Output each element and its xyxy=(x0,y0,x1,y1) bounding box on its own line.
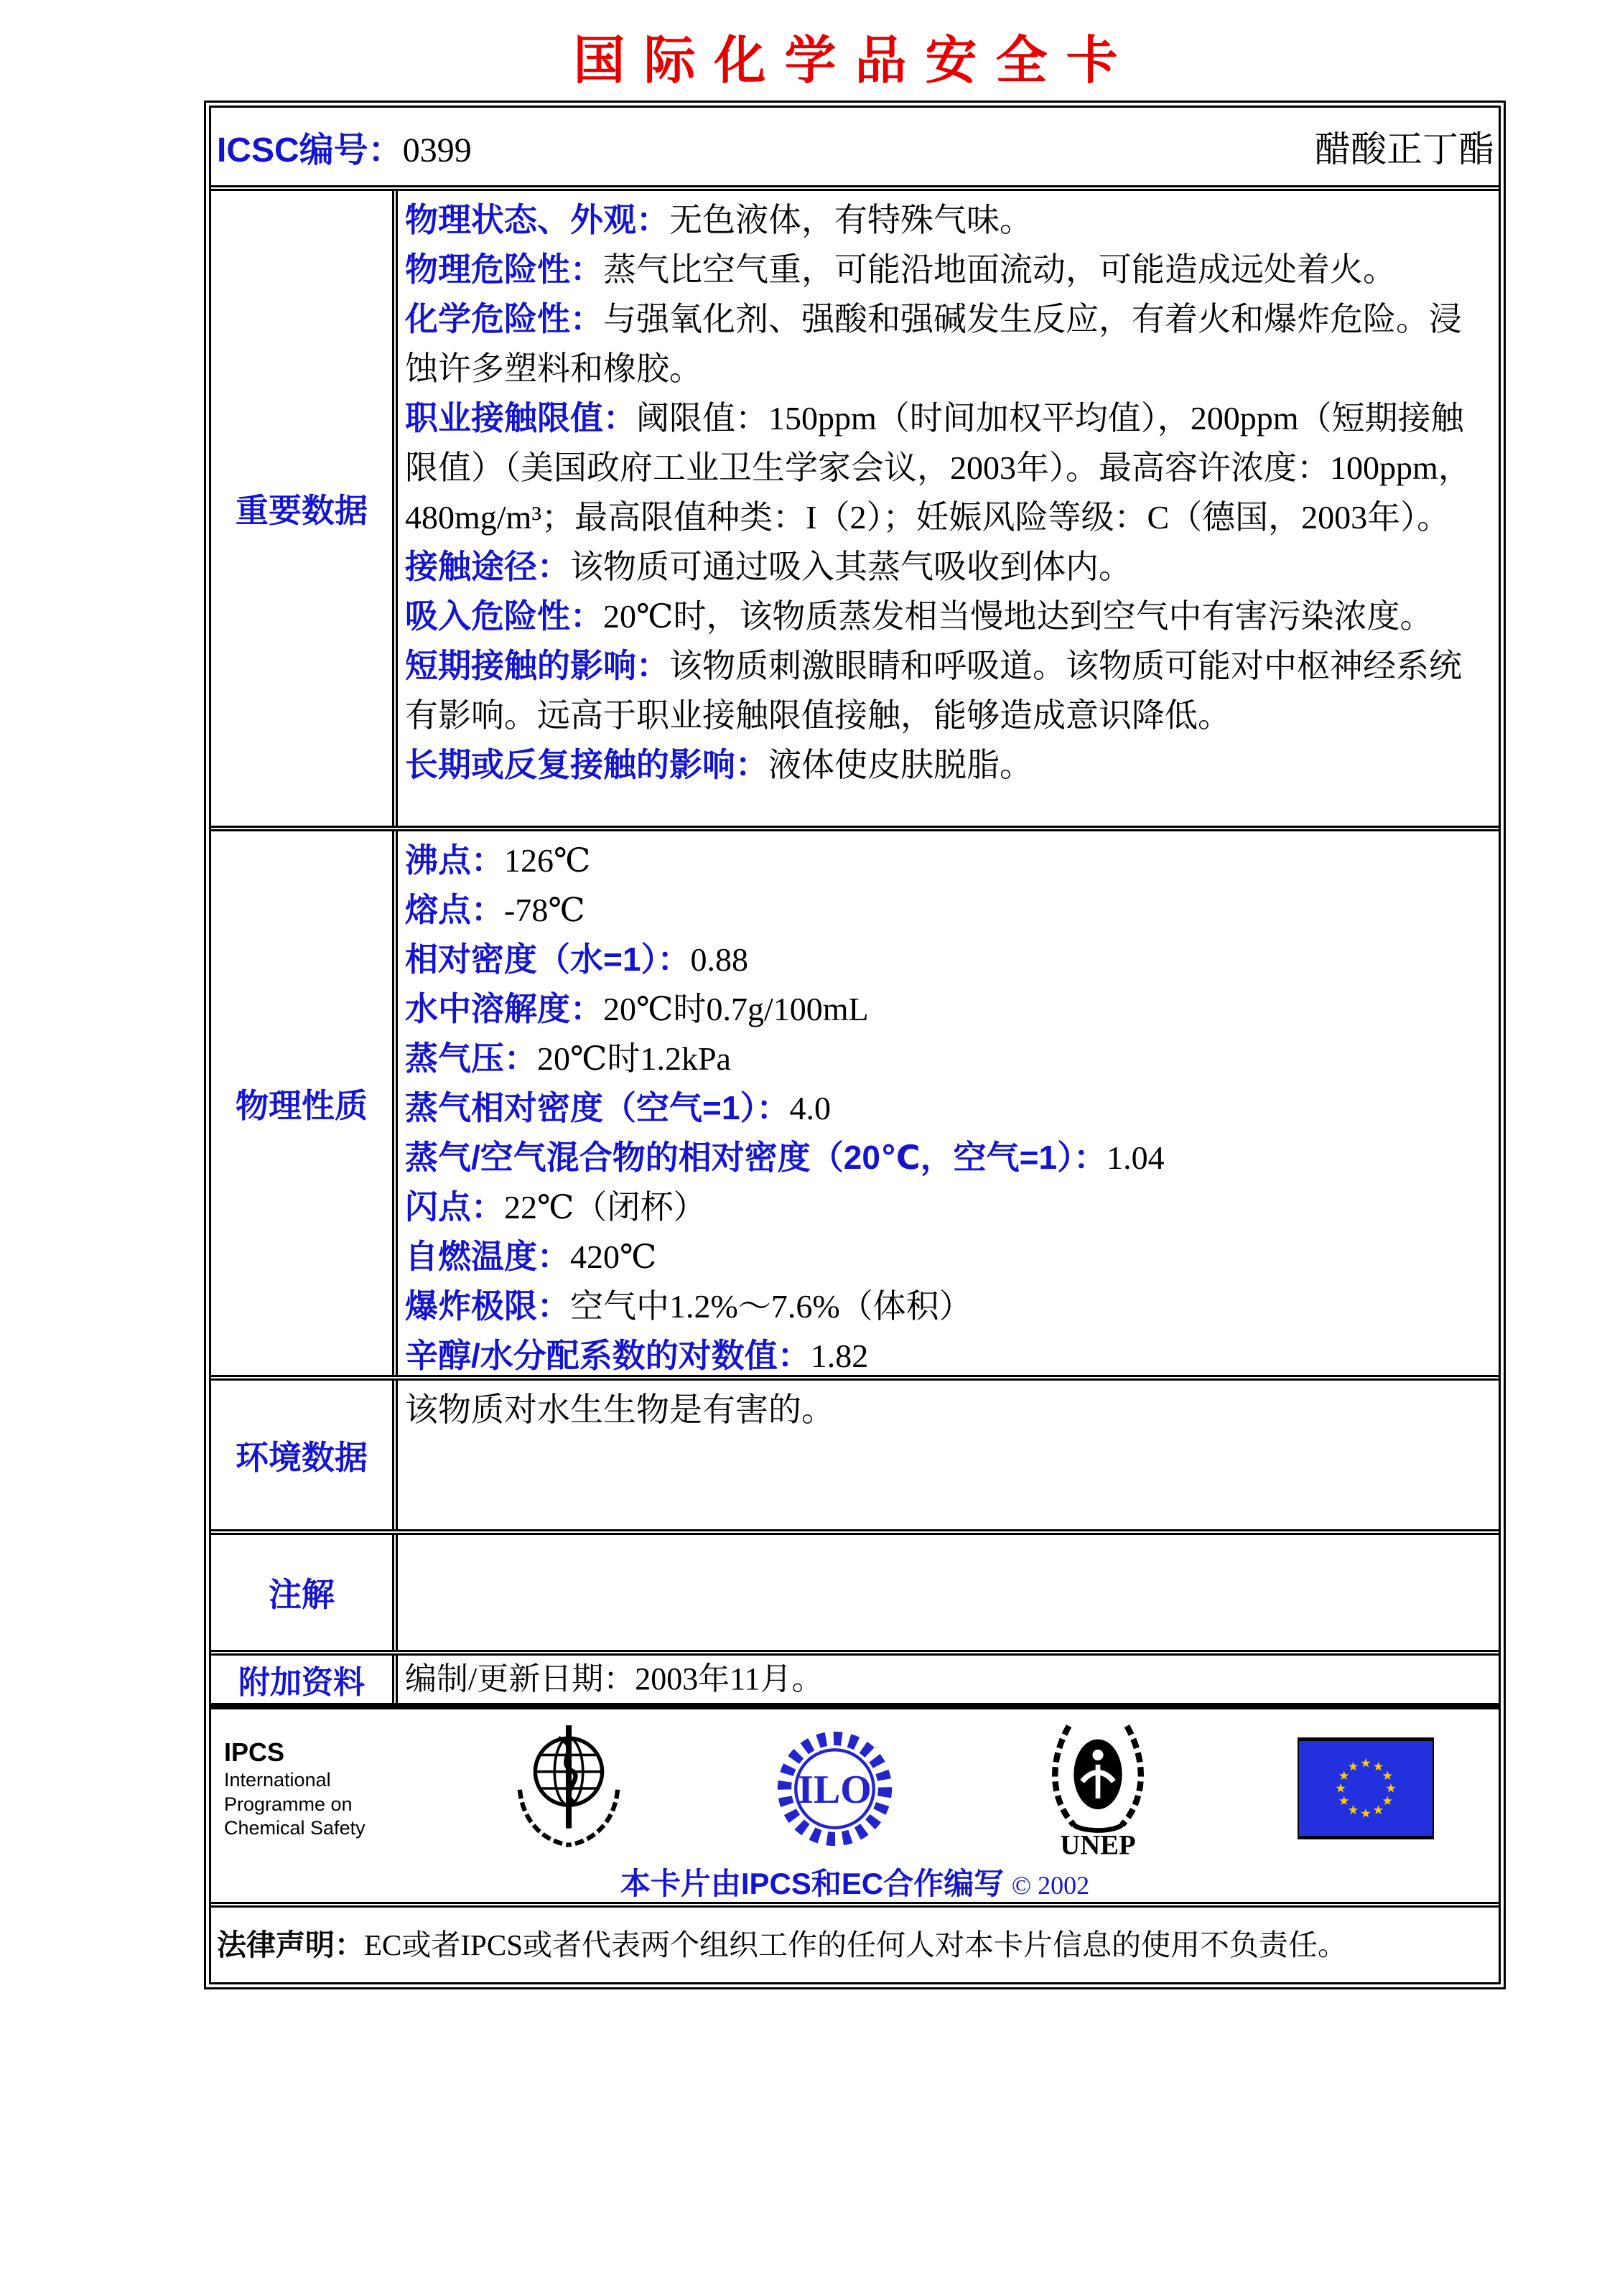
ilo-logo-icon xyxy=(772,1722,898,1855)
ipcs-acronym: IPCS xyxy=(224,1737,285,1767)
property-label: 辛醇/水分配系数的对数值： xyxy=(405,1337,811,1374)
property-value: 4.0 xyxy=(789,1090,831,1126)
property-value: 该物质刺激眼睛和呼吸道。该物质可能对中枢神经系统有影响。远高于职业接触限值接触，能够造成意识降低。 xyxy=(405,648,1462,734)
property-line xyxy=(405,1133,1493,1182)
property-line xyxy=(405,245,1493,294)
property-label: 爆炸极限： xyxy=(405,1287,570,1325)
section-additional-information xyxy=(211,1650,1499,1703)
svg-text:ILO: ILO xyxy=(798,1767,872,1812)
who-logo-icon xyxy=(504,1720,633,1857)
icsc-card-table xyxy=(204,101,1506,1989)
property-line xyxy=(405,1232,1493,1282)
legal-disclaimer xyxy=(217,1926,1347,1964)
property-value: 无色液体，有特殊气味。 xyxy=(669,202,1033,238)
legal-disclaimer-label: 法律声明： xyxy=(217,1928,364,1961)
property-value: 1.04 xyxy=(1107,1139,1165,1176)
logos-strip xyxy=(211,1709,1499,1860)
property-label: 接触途径： xyxy=(405,548,570,585)
unep-logo-icon xyxy=(1037,1719,1159,1859)
property-line xyxy=(405,195,1493,245)
footer-logos-row xyxy=(211,1703,1499,1902)
property-line xyxy=(405,1034,1493,1083)
section-label-additional-information: 附加资料 xyxy=(238,1665,365,1700)
additional-information-content xyxy=(392,1656,1499,1703)
property-label: 职业接触限值： xyxy=(405,399,636,437)
legal-disclaimer-row xyxy=(211,1902,1499,1982)
section-label-important-data: 重要数据 xyxy=(236,492,368,529)
property-label: 蒸气相对密度（空气=1）： xyxy=(405,1089,790,1126)
property-value: 20℃时0.7g/100mL xyxy=(603,991,869,1027)
svg-text:UNEP: UNEP xyxy=(1060,1829,1136,1859)
property-label: 沸点： xyxy=(405,841,504,879)
section-physical-properties xyxy=(211,826,1499,1375)
property-label: 短期接触的影响： xyxy=(405,647,669,684)
icsc-number-group xyxy=(217,122,472,172)
property-label: 闪点： xyxy=(405,1188,504,1226)
property-label: 长期或反复接触的影响： xyxy=(405,746,768,783)
section-label-environmental-data: 环境数据 xyxy=(236,1438,368,1476)
property-value: 阈限值：150ppm（时间加权平均值），200ppm（短期接触限值）（美国政府工业卫生学家会议，2003年）。最高容许浓度：100ppm，480mg/m³；最高限值种类：I（2）；妊娠风险等级：C（德国，2003年）。 xyxy=(405,400,1471,536)
ipcs-wordmark xyxy=(224,1736,365,1841)
property-line xyxy=(405,740,1493,790)
physical-properties-content xyxy=(392,831,1499,1375)
property-value: 22℃（闭杯） xyxy=(504,1189,707,1226)
property-label: 蒸气/空气混合物的相对密度（20℃，空气=1）： xyxy=(405,1139,1107,1176)
property-line xyxy=(405,1331,1493,1381)
property-label: 吸入危险性： xyxy=(405,597,603,635)
property-label: 熔点： xyxy=(405,891,504,928)
property-value: 20℃时，该物质蒸发相当慢地达到空气中有害污染浓度。 xyxy=(603,598,1433,635)
property-line xyxy=(405,294,1493,393)
property-value: -78℃ xyxy=(504,892,585,928)
credit-line xyxy=(211,1860,1499,1903)
property-value: 蒸气比空气重，可能沿地面流动，可能造成远处着火。 xyxy=(603,251,1396,288)
property-line xyxy=(405,885,1493,935)
header-row xyxy=(211,108,1499,185)
eu-flag-icon xyxy=(1298,1737,1434,1839)
icsc-number-label: ICSC编号： xyxy=(217,131,403,169)
copyright-year: © 2002 xyxy=(1011,1871,1090,1900)
property-value: 0.88 xyxy=(690,941,748,978)
important-data-content xyxy=(392,191,1499,826)
property-value: 液体使皮肤脱脂。 xyxy=(768,747,1033,783)
credit-text: 本卡片由IPCS和EC合作编写 xyxy=(620,1867,1005,1900)
environmental-data-text: 该物质对水生生物是有害的。 xyxy=(405,1391,834,1428)
page-title: 国际化学品安全卡 xyxy=(573,29,1137,90)
property-value: 与强氧化剂、强酸和强碱发生反应，有着火和爆炸危险。浸蚀许多塑料和橡胶。 xyxy=(405,301,1462,387)
icsc-number-value: 0399 xyxy=(402,131,472,169)
property-line xyxy=(405,836,1493,885)
property-label: 物理危险性： xyxy=(405,251,603,288)
property-value: 1.82 xyxy=(810,1338,869,1374)
legal-disclaimer-text: EC或者IPCS或者代表两个组织工作的任何人对本卡片信息的使用不负责任。 xyxy=(364,1928,1347,1961)
section-label-notes: 注解 xyxy=(269,1576,335,1613)
property-line xyxy=(405,984,1493,1034)
section-environmental-data xyxy=(211,1375,1499,1529)
property-label: 相对密度（水=1）： xyxy=(405,941,691,978)
property-label: 水中溶解度： xyxy=(405,990,603,1027)
section-label-physical-properties: 物理性质 xyxy=(236,1086,368,1124)
notes-content xyxy=(392,1535,1499,1650)
section-important-data xyxy=(211,185,1499,826)
property-line xyxy=(405,641,1493,740)
ipcs-subtitle-line: International xyxy=(224,1768,331,1791)
ipcs-subtitle-line: Chemical Safety xyxy=(224,1817,365,1839)
property-label: 物理状态、外观： xyxy=(405,201,669,238)
property-line xyxy=(405,1182,1493,1232)
additional-information-text: 编制/更新日期：2003年11月。 xyxy=(405,1661,824,1697)
environmental-data-content xyxy=(392,1381,1499,1529)
ipcs-subtitle-line: Programme on xyxy=(224,1793,353,1815)
property-value: 420℃ xyxy=(570,1238,657,1275)
chemical-name: 醋酸正丁酯 xyxy=(1315,129,1494,169)
section-notes xyxy=(211,1529,1499,1650)
property-label: 自燃温度： xyxy=(405,1238,570,1275)
property-line xyxy=(405,1282,1493,1331)
property-value: 空气中1.2%～7.6%（体积） xyxy=(570,1288,972,1325)
property-line xyxy=(405,592,1493,641)
property-value: 20℃时1.2kPa xyxy=(537,1040,731,1077)
property-line xyxy=(405,393,1493,542)
property-label: 蒸气压： xyxy=(405,1040,537,1077)
property-value: 126℃ xyxy=(504,842,591,879)
property-line xyxy=(405,542,1493,592)
property-line xyxy=(405,935,1493,984)
property-line xyxy=(405,1083,1493,1133)
property-label: 化学危险性： xyxy=(405,300,603,337)
property-value: 该物质可通过吸入其蒸气吸收到体内。 xyxy=(570,549,1132,585)
